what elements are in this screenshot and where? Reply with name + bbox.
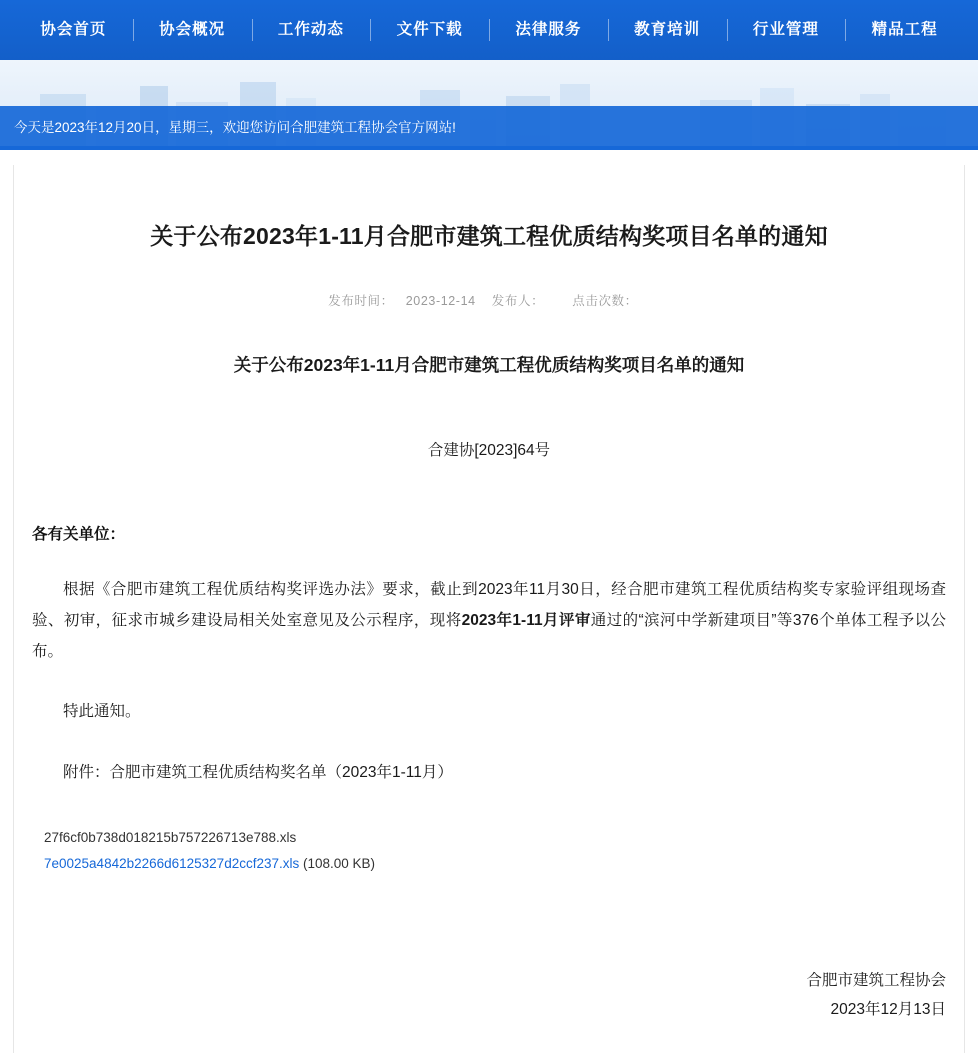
nav-item-education-training[interactable]: 教育培训 xyxy=(608,0,727,60)
publish-time-label: 发布时间： xyxy=(328,294,394,309)
document-number: 合建协[2023]64号 xyxy=(427,442,551,460)
attachment-filesize: (108.00 KB) xyxy=(299,856,376,872)
content-left-border xyxy=(13,165,14,1053)
paragraph-main-part1: 根据《合肥市建筑工程优质结构奖评选办法》要求，截止到2023年11月30日，经合肥市建筑工程优质结构奖专家验评组现场查验、初审，征求市城乡建设局相关处室意见及公示程序，现将 xyxy=(32,580,946,629)
date-welcome-text: 今天是2023年12月20日，星期三，欢迎您访问合肥建筑工程协会官方网站! xyxy=(14,120,456,135)
signature-organization: 合肥市建筑工程协会 xyxy=(806,971,946,989)
publish-time-value: 2023-12-14 xyxy=(405,294,476,309)
signature-date: 2023年12月13日 xyxy=(830,1001,946,1019)
paragraph-main xyxy=(28,560,950,667)
nav-item-home[interactable]: 协会首页 xyxy=(40,21,107,38)
article-container xyxy=(0,165,978,1053)
salutation: 各有关单位： xyxy=(32,526,126,544)
attachment-filename: 27f6cf0b738d018215b757226713e788.xls xyxy=(44,830,297,846)
paragraph-main-bold: 2023年1-11月评审 xyxy=(461,611,591,629)
nav-item-legal-services[interactable]: 法律服务 xyxy=(489,0,608,60)
date-welcome-bar xyxy=(0,106,978,146)
banner-bottom-rule xyxy=(0,146,978,150)
attachment-download-link[interactable]: 7e0025a4842b2266d6125327d2ccf237.xls xyxy=(44,856,300,872)
attachment-item xyxy=(44,825,934,851)
document-heading: 关于公布2023年1-11月合肥市建筑工程优质结构奖项目名单的通知 xyxy=(233,355,745,376)
nav-item-work-news[interactable]: 工作动态 xyxy=(252,0,371,60)
paragraph-notice: 特此通知。 xyxy=(63,703,141,721)
paragraph-attachment-note: 附件：合肥市建筑工程优质结构奖名单（2023年1-11月） xyxy=(63,763,453,781)
nav-item-overview[interactable]: 协会概况 xyxy=(133,0,252,60)
bottom-spacer xyxy=(28,1019,950,1053)
nav-item-downloads[interactable]: 文件下载 xyxy=(370,0,489,60)
site-banner xyxy=(0,60,978,146)
attachment-list xyxy=(28,803,950,876)
publisher-label: 发布人： xyxy=(491,294,545,309)
nav-item-industry-management[interactable]: 行业管理 xyxy=(727,0,846,60)
attachment-item xyxy=(44,851,934,877)
paragraph-main-part2: 通过的“滨河中学新建项目”等376个单体工程予以公布。 xyxy=(32,611,946,660)
article-meta xyxy=(28,269,950,309)
main-navigation xyxy=(0,0,978,60)
content-right-border xyxy=(964,165,965,1053)
page-title: 关于公布2023年1-11月合肥市建筑工程优质结构奖项目名单的通知 xyxy=(150,223,828,250)
views-label: 点击次数： xyxy=(572,294,638,309)
nav-item-quality-projects[interactable]: 精品工程 xyxy=(845,0,964,60)
